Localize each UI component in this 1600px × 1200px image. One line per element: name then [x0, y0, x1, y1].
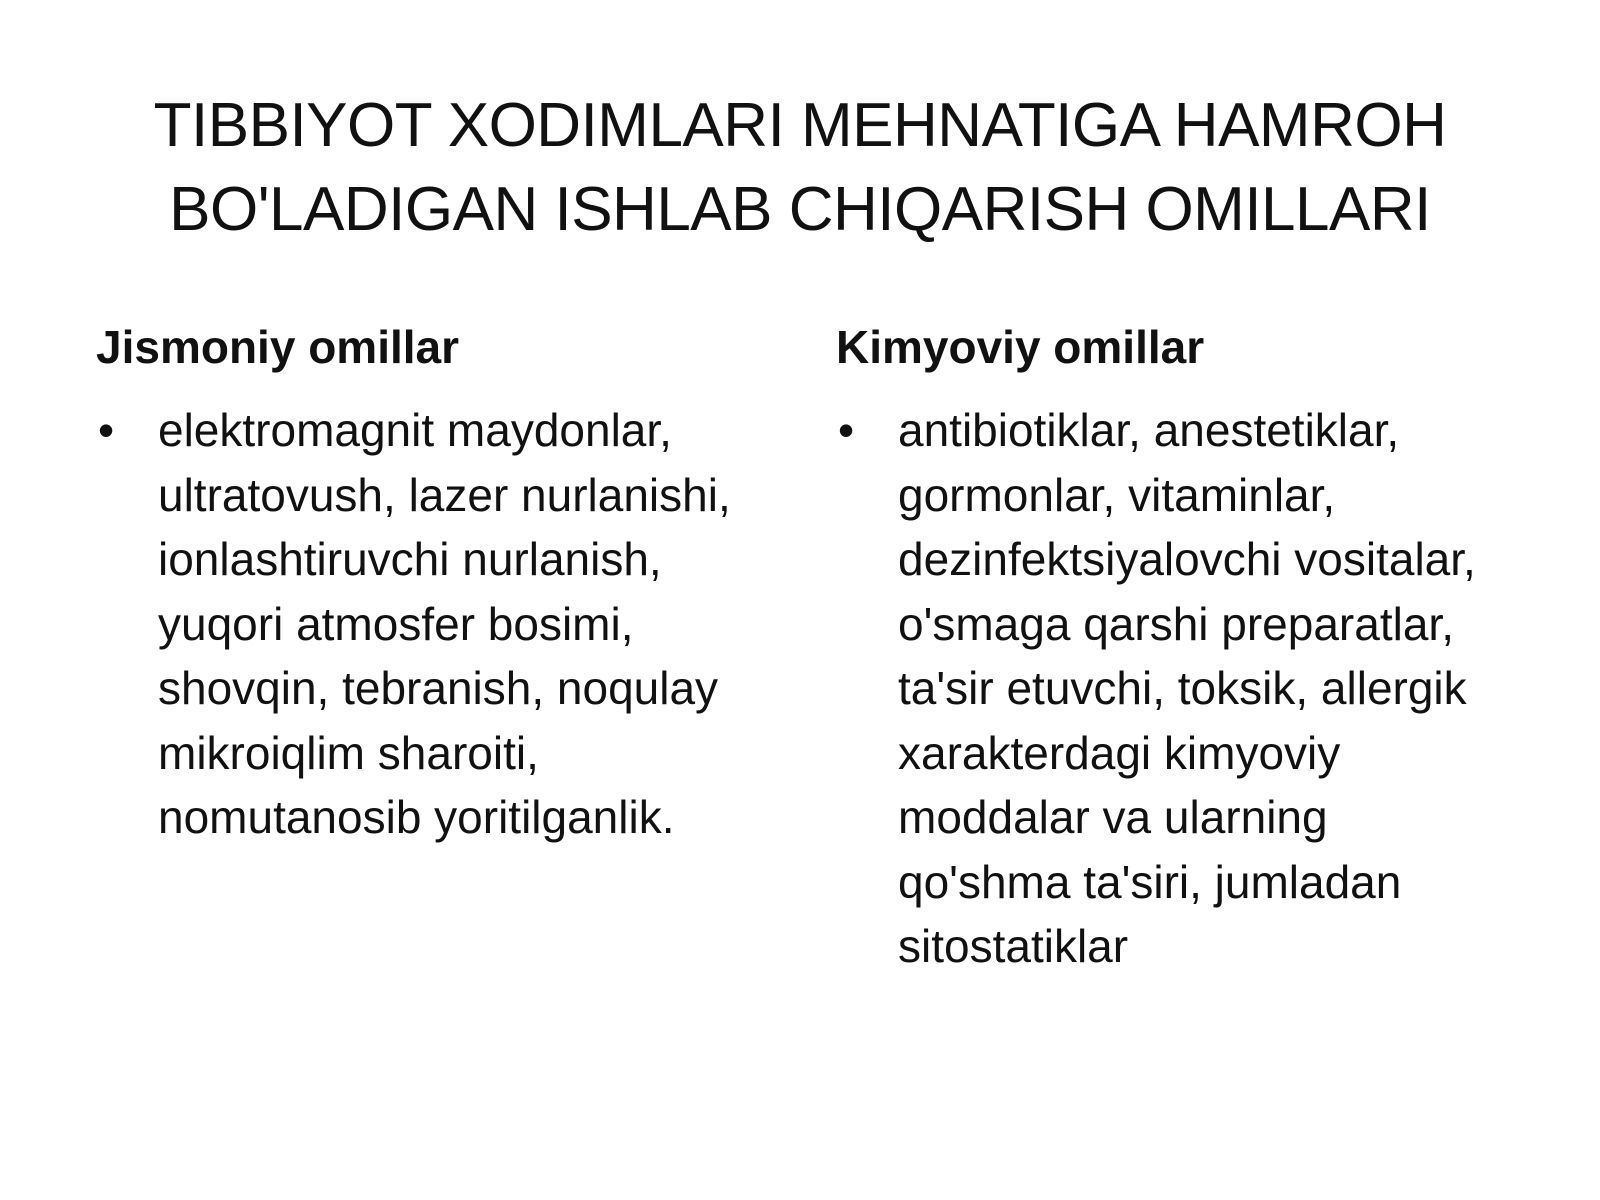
- bullet-text-line: shovqin, tebranish, noqulay: [158, 662, 719, 714]
- bullet-icon: •: [98, 404, 115, 456]
- slide-title-line: BO'LADIGAN ISHLAB CHIQARISH OMILLARI: [169, 175, 1431, 244]
- bullet-text-line: ta'sir etuvchi, toksik, allergik: [898, 662, 1467, 714]
- bullet-text-line: ionlashtiruvchi nurlanish,: [158, 533, 662, 585]
- bullet-text-line: dezinfektsiyalovchi vositalar,: [898, 533, 1476, 585]
- bullet-text-line: moddalar va ularning: [898, 791, 1328, 843]
- right-column-heading: Kimyoviy omillar: [836, 321, 1205, 373]
- left-column-heading: Jismoniy omillar: [96, 321, 460, 373]
- bullet-text-line: ultratovush, lazer nurlanishi,: [158, 468, 731, 521]
- bullet-text-line: o'smaga qarshi preparatlar,: [898, 597, 1454, 650]
- bullet-text-line: yuqori atmosfer bosimi,: [158, 597, 634, 650]
- slide-title: [110, 84, 1490, 252]
- right-column: [836, 318, 1536, 979]
- list-item: [96, 398, 796, 850]
- slide-title-line: TIBBIYOT XODIMLARI MEHNATIGA HAMROH: [153, 91, 1447, 160]
- left-column: [96, 318, 796, 850]
- bullet-text-line: gormonlar, vitaminlar,: [898, 468, 1336, 521]
- bullet-text-line: sitostatiklar: [898, 920, 1129, 972]
- list-item: [836, 398, 1536, 979]
- bullet-text-line: elektromagnit maydonlar,: [158, 404, 672, 456]
- right-bullet-list: [836, 398, 1536, 979]
- bullet-text-line: mikroiqlim sharoiti,: [158, 726, 539, 779]
- bullet-text-line: antibiotiklar, anestetiklar,: [898, 404, 1400, 456]
- left-bullet-list: [96, 398, 796, 850]
- bullet-icon: •: [838, 404, 855, 456]
- bullet-text-line: nomutanosib yoritilganlik.: [158, 791, 675, 843]
- bullet-text-line: qo'shma ta'siri, jumladan: [898, 855, 1402, 908]
- bullet-text-line: xarakterdagi kimyoviy: [898, 726, 1341, 779]
